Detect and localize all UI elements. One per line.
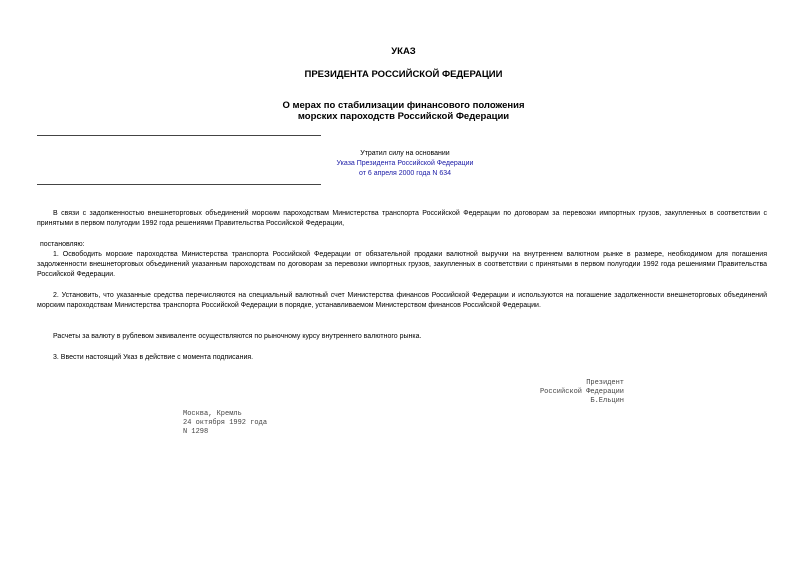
signature-name: Б.Ельцин xyxy=(590,397,624,405)
place-location: Москва, Кремль xyxy=(183,410,242,418)
place-date-block xyxy=(183,410,267,437)
place-date: 24 октября 1992 года xyxy=(183,419,268,427)
document-subject xyxy=(0,100,807,122)
signature-country: Российской Федерации xyxy=(539,388,624,396)
repealed-note xyxy=(280,149,530,179)
document-title: УКАЗ xyxy=(391,46,416,57)
calculation-paragraph: Расчеты за валюту в рублевом эквиваленте осуществляются по рыночному курсу внутреннего валютного рынка. xyxy=(53,333,422,340)
subject-line-1: О мерах по стабилизации финансового положения xyxy=(282,100,525,111)
top-divider xyxy=(37,135,321,136)
repealing-decree-link[interactable]: Указа Президента Российской Федерации xyxy=(336,160,474,167)
repealing-decree-date-link[interactable]: от 6 апреля 2000 года N 634 xyxy=(358,170,452,177)
intro-paragraph: В связи с задолженностью внешнеторговых объединений морским пароходствам Министерства транспорта Российской Федерации по договорам за перевозки импортных грузов, закупленных в соответствии с принятыми в первом полугодии 1992 года решениями Правительства Российской Федерации, xyxy=(37,210,767,227)
document-number: N 1298 xyxy=(183,428,209,436)
document-issuer: ПРЕЗИДЕНТА РОССИЙСКОЙ ФЕДЕРАЦИИ xyxy=(304,69,503,80)
signature-block xyxy=(540,379,624,406)
subject-line-2: морских пароходств Российской Федерации xyxy=(297,111,510,122)
item-3-paragraph: 3. Ввести настоящий Указ в действие с момента подписания. xyxy=(53,354,254,361)
resolved-paragraph: постановляю: xyxy=(40,241,85,248)
item-1-paragraph: 1. Освободить морские пароходства Министерства транспорта Российской Федерации от обязательной продажи валютной выручки на внутреннем валютном рынке в размере, необходимом для погашения задолженности внешнеторговых объединений указанным пароходствам по договорам за перевозки импортных грузов, закупленных в соответствии с принятыми в первом полугодии 1992 года решениями Правительства Российской Федерации. xyxy=(37,251,767,278)
signature-title: Президент xyxy=(586,379,624,387)
bottom-divider xyxy=(37,184,321,185)
item-2-paragraph: 2. Установить, что указанные средства перечисляются на специальный валютный счет Министерства финансов Российской Федерации и используются на погашение задолженности внешнеторговых объединений морским пароходствам Министерства транспорта Российской Федерации в порядке, устанавливаемом Министерством финансов Российской Федерации. xyxy=(37,292,767,309)
repealed-note-text: Утратил силу на основании xyxy=(360,150,450,157)
